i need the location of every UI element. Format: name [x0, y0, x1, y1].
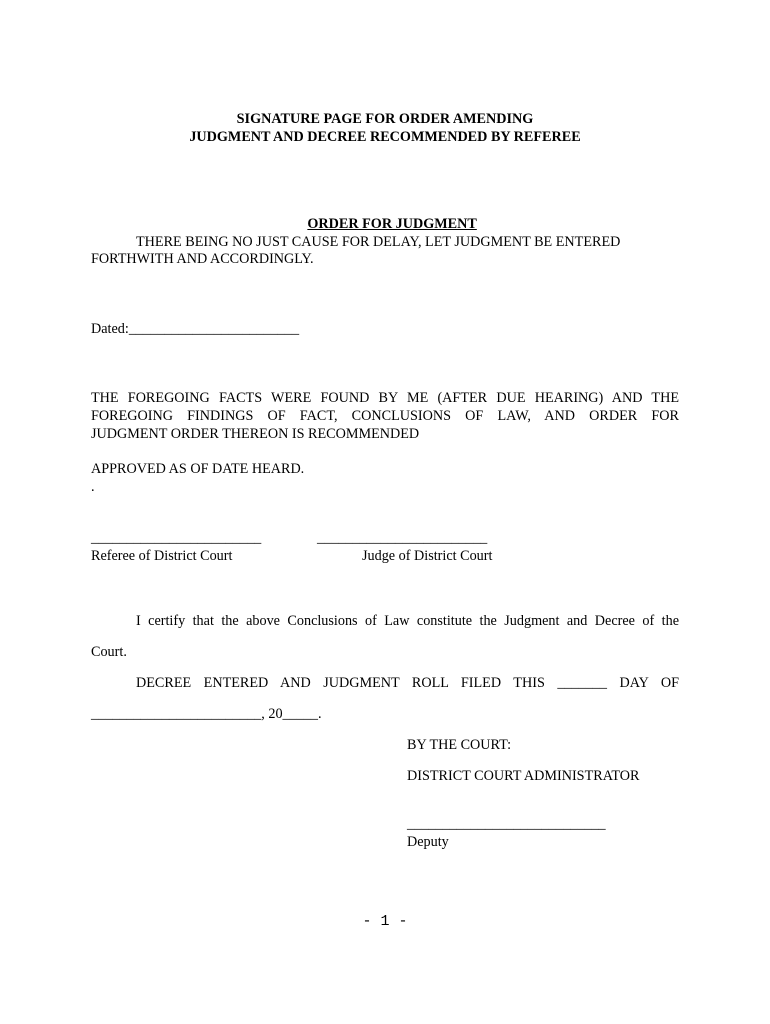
judge-label: Judge of District Court — [362, 548, 493, 564]
order-heading-text: ORDER FOR JUDGMENT — [307, 216, 477, 232]
approved-text: APPROVED AS OF DATE HEARD. — [91, 461, 305, 477]
decree-line-1: DECREE ENTERED AND JUDGMENT ROLL FILED THIS _______ DAY OF — [136, 675, 679, 691]
judge-signature-line: ________________________ — [317, 530, 488, 546]
order-paragraph-line-2: FORTHWITH AND ACCORDINGLY. — [91, 251, 314, 267]
certify-line-2: Court. — [91, 644, 127, 660]
findings-line-3: JUDGMENT ORDER THEREON IS RECOMMENDED — [91, 426, 420, 442]
certify-line-1: I certify that the above Conclusions of Law constitute the Judgment and Decree of the — [136, 613, 679, 629]
findings-line-2: FOREGOING FINDINGS OF FACT, CONCLUSIONS OF LAW, AND ORDER FOR — [91, 408, 679, 424]
referee-label: Referee of District Court — [91, 548, 233, 564]
by-the-court: BY THE COURT: — [407, 737, 512, 753]
page-number: - 1 - — [362, 913, 408, 930]
order-paragraph-line-1: THERE BEING NO JUST CAUSE FOR DELAY, LET JUDGMENT BE ENTERED — [136, 234, 621, 250]
document-title-line-2: JUDGMENT AND DECREE RECOMMENDED BY REFEREE — [189, 129, 581, 145]
dated-line: Dated:________________________ — [91, 321, 300, 337]
deputy-label: Deputy — [407, 834, 449, 850]
deputy-signature-line: ____________________________ — [407, 816, 606, 832]
document-title-line-1: SIGNATURE PAGE FOR ORDER AMENDING — [236, 111, 534, 127]
referee-signature-line: ________________________ — [91, 530, 262, 546]
decree-line-2: ________________________, 20_____. — [91, 706, 322, 722]
district-court-administrator: DISTRICT COURT ADMINISTRATOR — [407, 768, 640, 784]
findings-line-1: THE FOREGOING FACTS WERE FOUND BY ME (AFTER DUE HEARING) AND THE — [91, 390, 679, 406]
approved-dot: . — [91, 479, 95, 495]
